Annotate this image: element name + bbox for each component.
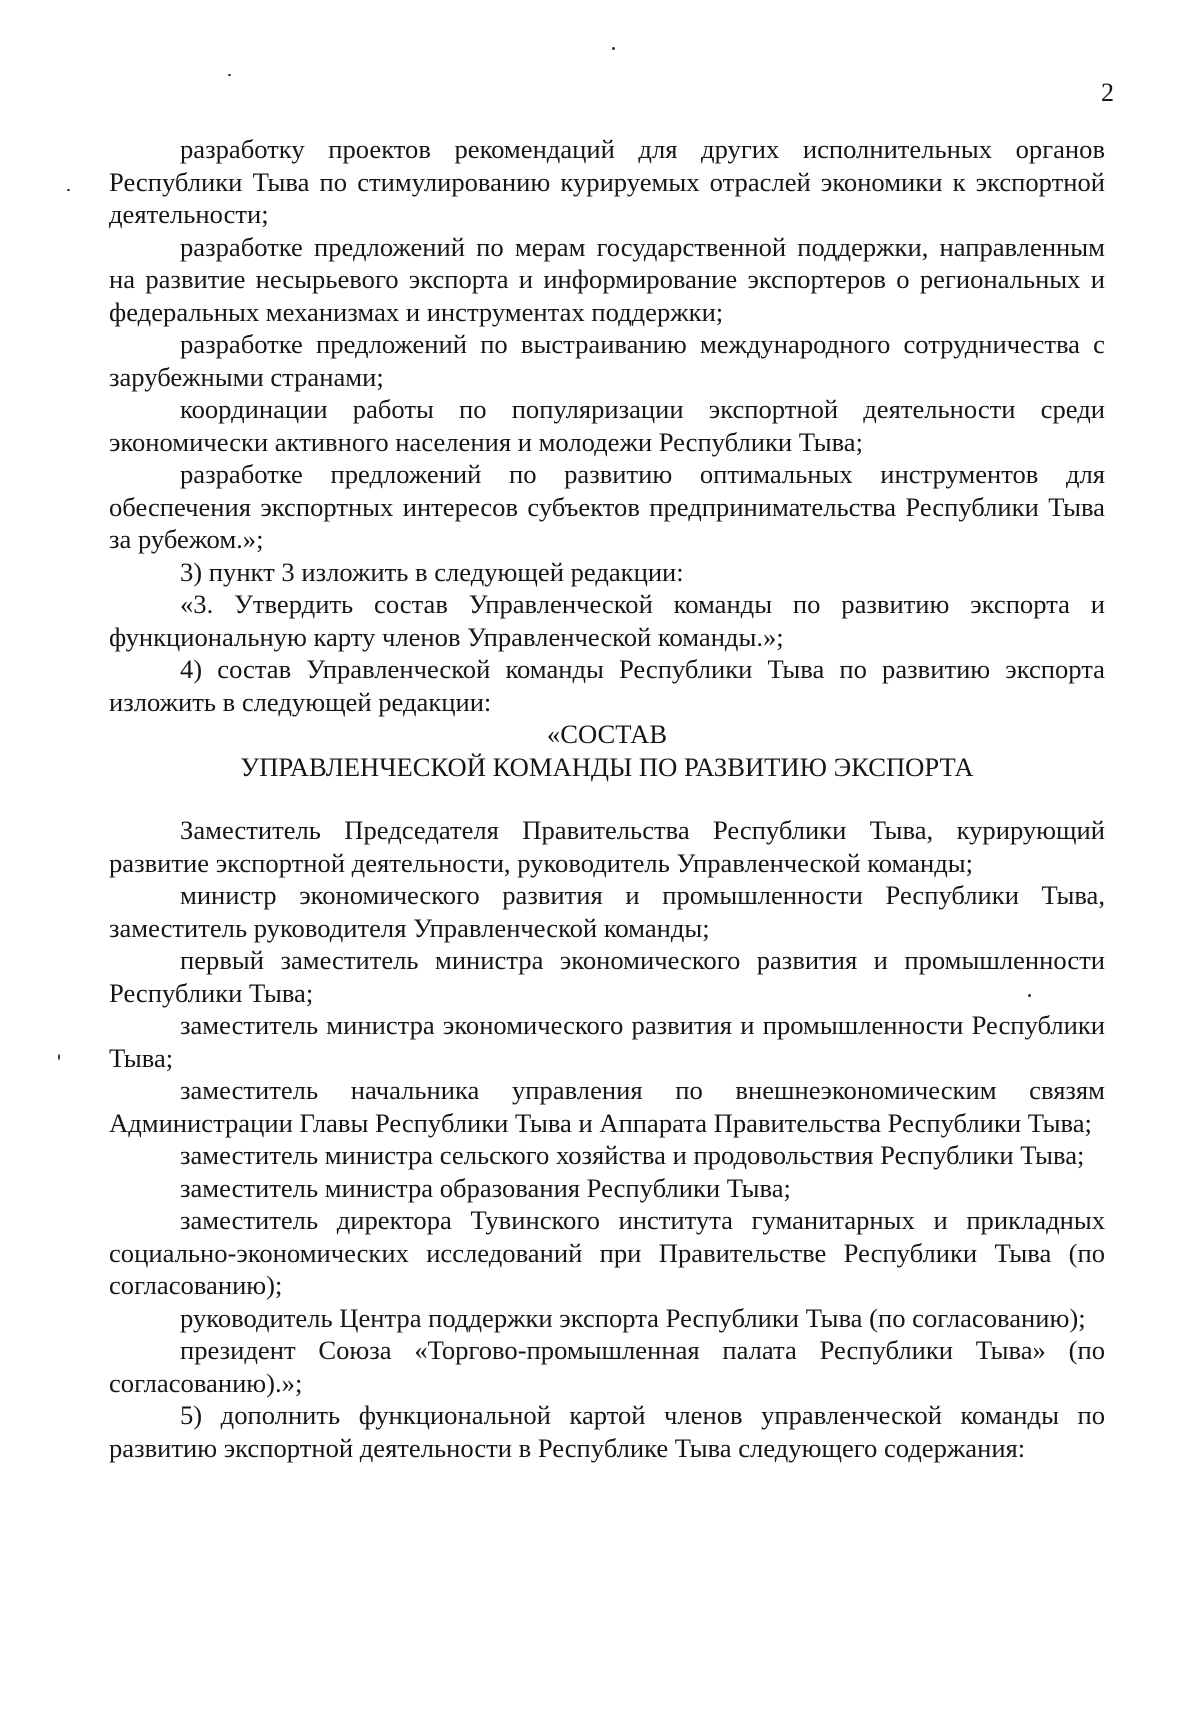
scan-speck <box>612 47 615 50</box>
paragraph: 5) дополнить функциональной картой членов управленческой команды по развитию экспортной деятельности в Республике Тыва следующего содержания: <box>109 1400 1105 1463</box>
member-paragraph: заместитель начальника управления по внешнеэкономическим связям Администрации Главы Республики Тыва и Аппарата Правительства Республики Тыва; <box>109 1075 1105 1138</box>
member-paragraph: министр экономического развития и промышленности Республики Тыва, заместитель руководителя Управленческой команды; <box>109 880 1105 943</box>
member-paragraph: Заместитель Председателя Правительства Республики Тыва, курирующий развитие экспортной деятельности, руководитель Управленческой команды; <box>109 815 1105 878</box>
paragraph: «3. Утвердить состав Управленческой команды по развитию экспорта и функциональную карту членов Управленческой команды.»; <box>109 589 1105 652</box>
member-paragraph: заместитель министра образования Республики Тыва; <box>180 1172 791 1203</box>
section-title-line2: УПРАВЛЕНЧЕСКОЙ КОМАНДЫ ПО РАЗВИТИЮ ЭКСПОРТА <box>240 751 974 782</box>
document-body <box>109 133 1105 1464</box>
paragraph: разработке предложений по мерам государственной поддержки, направленным на развитие несырьевого экспорта и информирование экспортеров о региональных и федеральных механизмах и инструментах поддержки; <box>109 231 1105 327</box>
paragraph: 3) пункт 3 изложить в следующей редакции: <box>180 556 684 587</box>
paragraph: координации работы по популяризации экспортной деятельности среди экономически активного населения и молодежи Республики Тыва; <box>109 394 1105 457</box>
paragraph: разработке предложений по развитию оптимальных инструментов для обеспечения экспортных интересов субъектов предпринимательства Республики Тыва за рубежом.»; <box>109 459 1105 554</box>
section-title <box>109 718 1105 783</box>
member-paragraph: заместитель министра экономического развития и промышленности Республики Тыва; <box>109 1010 1105 1073</box>
member-paragraph: президент Союза «Торгово-промышленная палата Республики Тыва» (по согласованию).»; <box>109 1335 1105 1398</box>
scan-speck <box>67 189 70 191</box>
paragraph: разработке предложений по выстраиванию международного сотрудничества с зарубежными странами; <box>109 329 1105 392</box>
member-paragraph: заместитель директора Тувинского института гуманитарных и прикладных социально-экономических исследований при Правительстве Республики Тыва (по согласованию); <box>109 1205 1105 1300</box>
paragraph: разработку проектов рекомендаций для других исполнительных органов Республики Тыва по стимулированию курируемых отраслей экономики к экспортной деятельности; <box>109 134 1105 229</box>
section-title-line1: «СОСТАВ <box>546 719 668 749</box>
page-number: 2 <box>1101 78 1114 107</box>
scan-speck <box>58 1054 60 1060</box>
member-paragraph: заместитель министра сельского хозяйства и продовольствия Республики Тыва; <box>180 1140 1085 1170</box>
member-paragraph: руководитель Центра поддержки экспорта Республики Тыва (по согласованию); <box>180 1302 1086 1333</box>
paragraph: 4) состав Управленческой команды Республики Тыва по развитию экспорта изложить в следующей редакции: <box>109 654 1105 717</box>
member-paragraph: первый заместитель министра экономического развития и промышленности Республики Тыва; <box>109 945 1105 1008</box>
scan-speck <box>228 74 231 76</box>
